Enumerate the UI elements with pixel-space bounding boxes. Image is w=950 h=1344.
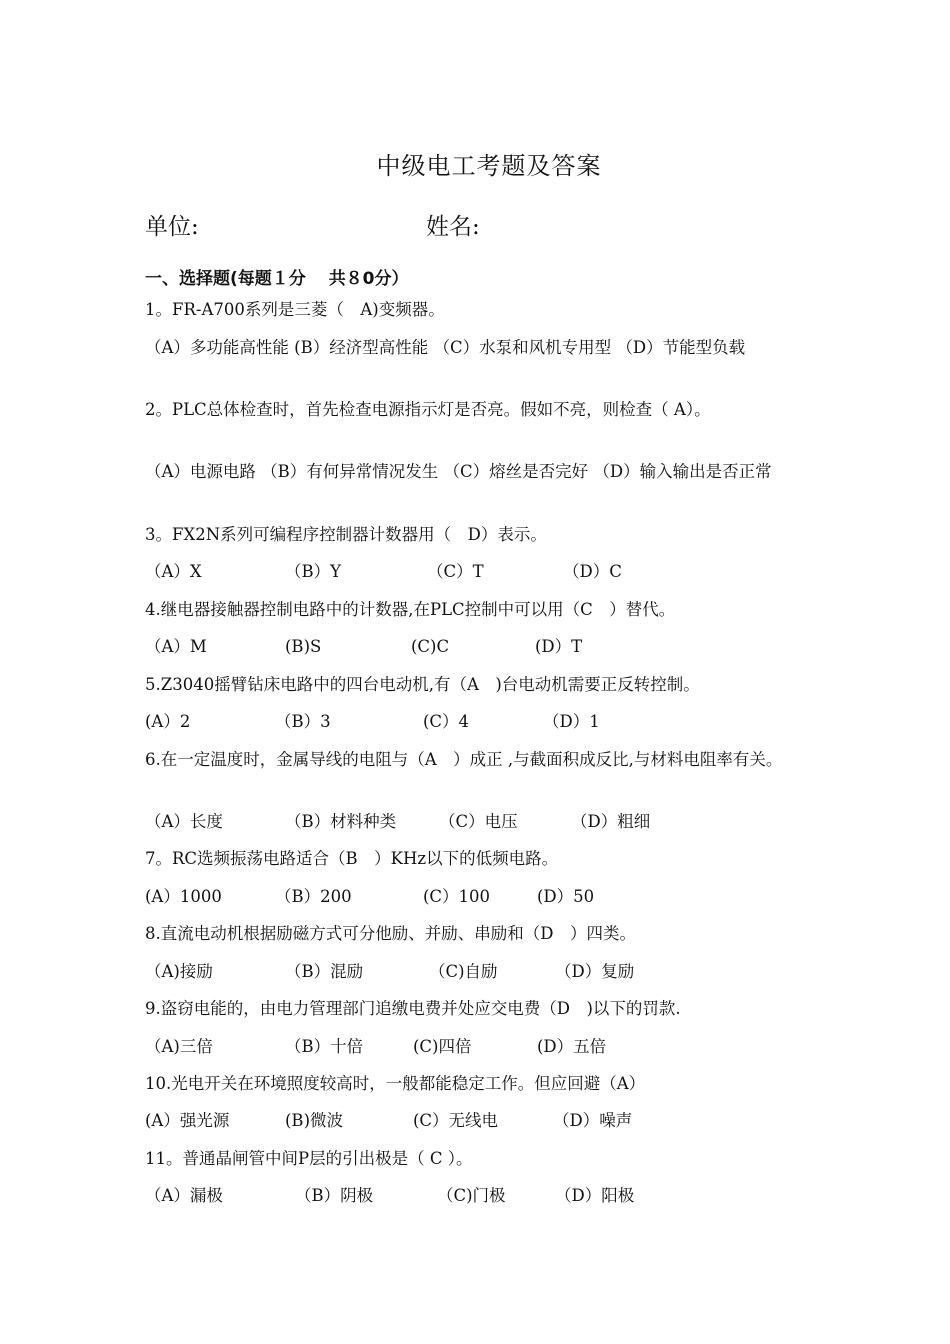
option: (C)四倍 [413,1037,472,1056]
question-stem: 10.光电开关在环境照度较高时，一般都能稳定工作。但应回避（A） [145,1074,646,1093]
option: (C）100 [423,887,491,906]
option: (B)S [285,637,322,656]
option: (D）五倍 [537,1037,607,1056]
option: (C）无线电 [413,1111,499,1130]
unit-label: 单位: [145,214,199,240]
option: （C)门极 [437,1186,506,1205]
option: （A)三倍 [145,1037,213,1056]
option: （B）材料种类 [285,812,397,831]
option: （D）阳极 [555,1186,635,1205]
question-stem: 2。PLC总体检查时，首先检查电源指示灯是否亮。假如不亮，则检查（ A）。 [145,400,711,419]
option: （B）阴极 [295,1186,374,1205]
question-stem: 4.继电器接触器控制电路中的计数器,在PLC控制中可以用（C ）替代。 [145,600,676,619]
question-stem: 7。RC选频振荡电路适合（B ）KHz以下的低频电路。 [145,849,559,868]
option: （D）1 [543,712,600,731]
option: (A）1000 [145,887,222,906]
option: (D）50 [537,887,595,906]
option: （D）粗细 [571,812,651,831]
option: （A）X [145,562,202,581]
option: (B)微波 [285,1111,343,1130]
option: （C）T [427,562,484,581]
question-stem: 8.直流电动机根据励磁方式可分他励、并励、串励和（D ）四类。 [145,924,636,943]
page-title: 中级电工考题及答案 [376,152,602,180]
option: （B）3 [275,712,331,731]
section-heading: 一、选择题(每题１分 共８0分） [145,269,409,289]
option: （A)接励 [145,962,213,981]
question-stem: 3。FX2N系列可编程序控制器计数器用（ D）表示。 [145,525,547,544]
option: （D）复励 [555,962,635,981]
question-options: （A）电源电路 （B）有何异常情况发生 （C）熔丝是否完好 （D）输入输出是否正常 [145,462,772,481]
option: （B）十倍 [285,1037,364,1056]
name-label: 姓名: [426,214,480,240]
option: （B）200 [275,887,352,906]
option: （B）混励 [285,962,364,981]
option: （D）C [563,562,622,581]
question-stem: 6.在一定温度时，金属导线的电阻与（A ）成正 ,与截面积成反比,与材料电阻率有关。 [145,750,783,769]
question-stem: 9.盗窃电能的，由电力管理部门追缴电费并处应交电费（D )以下的罚款. [145,999,681,1018]
question-options: （A）多功能高性能 (B）经济型高性能 （C）水泵和风机专用型 （D）节能型负载 [145,338,746,357]
option: （D）噪声 [553,1111,633,1130]
option: (C)C [411,637,450,656]
option: （A）漏极 [145,1186,223,1205]
option: （B）Y [285,562,342,581]
option: (D）T [535,637,583,656]
option: (C）4 [423,712,470,731]
option: (A）2 [145,712,191,731]
option: (A）强光源 [145,1111,230,1130]
question-stem: 1。FR-A700系列是三菱（ A)变频器。 [145,300,445,319]
question-stem: 11。普通晶闸管中间P层的引出极是（ C ）。 [145,1149,473,1168]
option: （A）M [145,637,207,656]
question-stem: 5.Z3040摇臂钻床电路中的四台电动机,有（A )台电动机需要正反转控制。 [145,675,700,694]
option: （A）长度 [145,812,223,831]
option: （C）电压 [439,812,518,831]
option: （C)自励 [429,962,498,981]
